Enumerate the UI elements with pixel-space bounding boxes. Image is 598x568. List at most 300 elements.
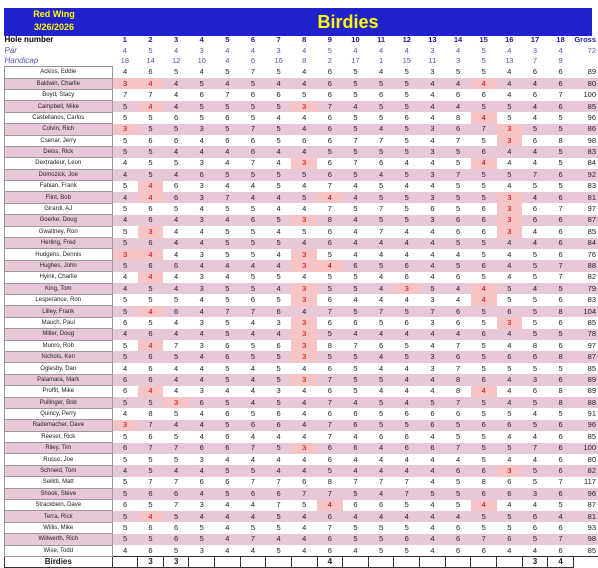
- score-cell: 5: [368, 112, 394, 123]
- score-cell: 4: [343, 181, 369, 192]
- gross-score: 80: [573, 454, 598, 465]
- handicap-cell: 5: [471, 56, 497, 67]
- score-cell: 7: [215, 89, 241, 100]
- score-cell: 4: [522, 78, 548, 89]
- player-row: [5, 386, 598, 397]
- score-cell: 4: [215, 272, 241, 283]
- score-cell: 4: [343, 192, 369, 203]
- gross-score: 87: [573, 215, 598, 226]
- score-cell: 5: [112, 226, 138, 237]
- score-cell: 6: [317, 511, 343, 522]
- score-cell: 4: [420, 89, 446, 100]
- player-name: Pullinger, Bob: [5, 397, 113, 408]
- gross-score: 86: [573, 124, 598, 135]
- score-cell: 4: [420, 374, 446, 385]
- score-cell: 5: [215, 249, 241, 260]
- score-cell: 4: [240, 181, 266, 192]
- score-cell: 4: [215, 215, 241, 226]
- score-cell: 5: [445, 158, 471, 169]
- score-cell: 7: [548, 534, 574, 545]
- score-cell: 6: [548, 169, 574, 180]
- score-cell: 6: [471, 488, 497, 499]
- score-cell: 5: [291, 226, 317, 237]
- birdie-score-cell: 3: [291, 260, 317, 271]
- gross-score: 89: [573, 67, 598, 78]
- gross-score: 117: [573, 477, 598, 488]
- hole-number-cell: 14: [445, 35, 471, 45]
- par-total: 72: [573, 45, 598, 55]
- score-cell: 7: [138, 443, 164, 454]
- score-cell: 5: [163, 454, 189, 465]
- score-cell: 6: [548, 420, 574, 431]
- hole-number-row: [5, 35, 598, 45]
- score-cell: 5: [317, 272, 343, 283]
- score-cell: 4: [291, 124, 317, 135]
- player-row: [5, 249, 598, 260]
- score-cell: 5: [343, 112, 369, 123]
- score-cell: 5: [368, 260, 394, 271]
- birdie-count-cell: [471, 556, 497, 567]
- score-cell: 4: [497, 386, 523, 397]
- score-cell: 6: [138, 238, 164, 249]
- score-cell: 5: [368, 408, 394, 419]
- birdie-score-cell: 4: [138, 340, 164, 351]
- par-cell: 5: [317, 45, 343, 55]
- gross-score: 92: [573, 169, 598, 180]
- score-cell: 6: [522, 386, 548, 397]
- score-cell: 4: [266, 431, 292, 442]
- birdie-score-cell: 4: [317, 192, 343, 203]
- score-cell: 4: [291, 203, 317, 214]
- score-cell: 7: [394, 488, 420, 499]
- score-cell: 5: [368, 317, 394, 328]
- score-cell: 4: [368, 329, 394, 340]
- player-name: Schneid, Tom: [5, 465, 113, 476]
- score-cell: 4: [189, 203, 215, 214]
- birdie-count-cell: [240, 556, 266, 567]
- score-cell: 6: [317, 534, 343, 545]
- score-cell: 5: [445, 238, 471, 249]
- score-cell: 4: [189, 135, 215, 146]
- score-cell: 8: [548, 386, 574, 397]
- score-cell: 3: [420, 192, 446, 203]
- score-cell: 6: [240, 89, 266, 100]
- handicap-cell: 1: [368, 56, 394, 67]
- score-cell: 4: [497, 340, 523, 351]
- score-cell: 5: [112, 522, 138, 533]
- score-cell: 3: [189, 124, 215, 135]
- score-cell: 6: [266, 306, 292, 317]
- score-cell: 4: [215, 260, 241, 271]
- score-cell: 4: [343, 215, 369, 226]
- gross-score: 98: [573, 534, 598, 545]
- hole-number-cell: 7: [266, 35, 292, 45]
- score-cell: 4: [368, 465, 394, 476]
- score-cell: 5: [394, 101, 420, 112]
- score-cell: 5: [266, 522, 292, 533]
- score-cell: 6: [368, 500, 394, 511]
- score-cell: 7: [266, 500, 292, 511]
- score-cell: 5: [189, 78, 215, 89]
- score-cell: 6: [163, 488, 189, 499]
- handicap-cell: 11: [420, 56, 446, 67]
- score-cell: 6: [471, 226, 497, 237]
- gross-score: 89: [573, 374, 598, 385]
- score-cell: 7: [317, 431, 343, 442]
- score-cell: 6: [548, 78, 574, 89]
- score-cell: 6: [317, 89, 343, 100]
- score-cell: 7: [445, 397, 471, 408]
- score-cell: 3: [420, 363, 446, 374]
- score-cell: 5: [215, 363, 241, 374]
- score-cell: 6: [548, 249, 574, 260]
- score-cell: 6: [548, 192, 574, 203]
- score-cell: 4: [368, 272, 394, 283]
- score-cell: 6: [548, 374, 574, 385]
- player-row: [5, 454, 598, 465]
- score-cell: 5: [112, 306, 138, 317]
- score-cell: 7: [445, 340, 471, 351]
- score-cell: 4: [189, 294, 215, 305]
- score-cell: 6: [317, 294, 343, 305]
- score-cell: 5: [112, 511, 138, 522]
- birdie-count-cell: 3: [138, 556, 164, 567]
- player-name: Mauch, Paul: [5, 317, 113, 328]
- gross-score: 88: [573, 397, 598, 408]
- handicap-cell: 2: [317, 56, 343, 67]
- score-cell: 4: [522, 431, 548, 442]
- event-banner: [4, 8, 104, 36]
- score-cell: 5: [548, 408, 574, 419]
- score-cell: 4: [343, 431, 369, 442]
- handicap-cell: 8: [291, 56, 317, 67]
- gross-score: 84: [573, 158, 598, 169]
- score-cell: 5: [522, 260, 548, 271]
- score-cell: 5: [163, 408, 189, 419]
- player-name: Wise, Todd: [5, 545, 113, 556]
- birdie-score-cell: 4: [471, 386, 497, 397]
- score-cell: 4: [420, 181, 446, 192]
- score-cell: 5: [163, 545, 189, 556]
- score-cell: 6: [522, 511, 548, 522]
- score-cell: 5: [471, 317, 497, 328]
- score-cell: 5: [343, 374, 369, 385]
- score-cell: 8: [317, 340, 343, 351]
- gross-score: 85: [573, 317, 598, 328]
- birdie-count-cell: [112, 556, 138, 567]
- birdie-count-cell: 3: [522, 556, 548, 567]
- score-cell: 5: [343, 203, 369, 214]
- birdie-count-cell: [291, 556, 317, 567]
- score-cell: 6: [138, 135, 164, 146]
- score-cell: 6: [394, 272, 420, 283]
- score-cell: 4: [112, 272, 138, 283]
- score-cell: 4: [240, 317, 266, 328]
- score-cell: 5: [189, 522, 215, 533]
- score-cell: 5: [394, 67, 420, 78]
- score-cell: 5: [343, 89, 369, 100]
- score-cell: 5: [112, 101, 138, 112]
- player-row: [5, 67, 598, 78]
- score-cell: 6: [548, 488, 574, 499]
- gross-score: 97: [573, 340, 598, 351]
- score-cell: 8: [317, 477, 343, 488]
- score-cell: 6: [215, 112, 241, 123]
- birdie-score-cell: 4: [138, 181, 164, 192]
- birdie-score-cell: 3: [497, 317, 523, 328]
- player-row: [5, 431, 598, 442]
- score-cell: 5: [112, 351, 138, 362]
- score-cell: 5: [215, 294, 241, 305]
- score-cell: 4: [445, 329, 471, 340]
- handicap-cell: 13: [497, 56, 523, 67]
- score-cell: 4: [266, 329, 292, 340]
- player-name: Willis, Mike: [5, 522, 113, 533]
- score-cell: 7: [343, 135, 369, 146]
- par-label: Par: [5, 45, 113, 55]
- score-cell: 5: [497, 294, 523, 305]
- score-cell: 4: [368, 488, 394, 499]
- player-name: Willwerth, Rich: [5, 534, 113, 545]
- score-cell: 8: [138, 408, 164, 419]
- score-cell: 7: [163, 500, 189, 511]
- score-cell: 4: [522, 545, 548, 556]
- score-cell: 5: [368, 397, 394, 408]
- score-cell: 5: [548, 124, 574, 135]
- par-cell: 3: [266, 45, 292, 55]
- score-cell: 4: [112, 67, 138, 78]
- player-name: Oglesby, Dan: [5, 363, 113, 374]
- gross-score: 76: [573, 249, 598, 260]
- score-cell: 3: [189, 283, 215, 294]
- score-cell: 5: [317, 351, 343, 362]
- birdie-score-cell: 4: [138, 192, 164, 203]
- player-name: Munro, Rob: [5, 340, 113, 351]
- hole-number-cell: 6: [240, 35, 266, 45]
- score-cell: 5: [266, 363, 292, 374]
- player-row: [5, 169, 598, 180]
- score-cell: 5: [368, 215, 394, 226]
- score-cell: 6: [445, 226, 471, 237]
- score-cell: 4: [112, 169, 138, 180]
- score-cell: 4: [163, 169, 189, 180]
- score-cell: 4: [266, 249, 292, 260]
- score-cell: 6: [317, 363, 343, 374]
- score-cell: 4: [394, 158, 420, 169]
- score-cell: 7: [548, 89, 574, 100]
- score-cell: 6: [189, 477, 215, 488]
- player-name: Flint, Bob: [5, 192, 113, 203]
- score-cell: 4: [291, 363, 317, 374]
- score-cell: 7: [445, 169, 471, 180]
- score-cell: 4: [420, 135, 446, 146]
- score-cell: 6: [138, 522, 164, 533]
- score-cell: 5: [343, 67, 369, 78]
- score-cell: 4: [112, 329, 138, 340]
- score-cell: 3: [189, 386, 215, 397]
- par-cell: 4: [497, 45, 523, 55]
- score-cell: 4: [291, 454, 317, 465]
- score-cell: 5: [471, 67, 497, 78]
- score-cell: 4: [445, 511, 471, 522]
- score-cell: 5: [240, 340, 266, 351]
- gross-score: 82: [573, 272, 598, 283]
- score-cell: 3: [189, 340, 215, 351]
- score-cell: 7: [317, 181, 343, 192]
- score-cell: 4: [291, 238, 317, 249]
- score-cell: 4: [420, 454, 446, 465]
- gross-score: 88: [573, 260, 598, 271]
- handicap-cell: 4: [215, 56, 241, 67]
- player-name: Terra, Rick: [5, 511, 113, 522]
- score-cell: 5: [138, 294, 164, 305]
- score-cell: 5: [497, 408, 523, 419]
- score-cell: 6: [163, 522, 189, 533]
- score-cell: 6: [548, 454, 574, 465]
- score-cell: 5: [240, 522, 266, 533]
- score-cell: 5: [266, 511, 292, 522]
- score-cell: 4: [394, 386, 420, 397]
- score-cell: 5: [317, 465, 343, 476]
- birdie-count-cell: [343, 556, 369, 567]
- score-cell: 5: [394, 89, 420, 100]
- score-cell: 4: [445, 294, 471, 305]
- score-cell: 6: [215, 443, 241, 454]
- player-row: [5, 238, 598, 249]
- score-cell: 5: [471, 181, 497, 192]
- score-cell: 5: [471, 169, 497, 180]
- score-cell: 3: [189, 215, 215, 226]
- score-cell: 6: [163, 112, 189, 123]
- score-cell: 5: [112, 488, 138, 499]
- birdies-label: Birdies: [5, 556, 113, 567]
- score-cell: 6: [420, 203, 446, 214]
- score-cell: 4: [394, 511, 420, 522]
- score-cell: 7: [291, 488, 317, 499]
- score-cell: 4: [497, 397, 523, 408]
- score-cell: 5: [215, 124, 241, 135]
- handicap-cell: 16: [266, 56, 292, 67]
- score-cell: 8: [548, 397, 574, 408]
- score-cell: 5: [522, 181, 548, 192]
- handicap-label: Handicap: [5, 56, 113, 67]
- score-cell: 6: [548, 443, 574, 454]
- score-cell: 5: [163, 511, 189, 522]
- score-cell: 5: [471, 454, 497, 465]
- birdie-count-cell: [215, 556, 241, 567]
- score-cell: 6: [343, 260, 369, 271]
- score-cell: 8: [445, 386, 471, 397]
- hole-number-cell: 4: [189, 35, 215, 45]
- score-cell: 4: [291, 522, 317, 533]
- score-cell: 4: [189, 146, 215, 157]
- gross-score: 80: [573, 78, 598, 89]
- score-cell: 7: [240, 534, 266, 545]
- score-cell: 4: [522, 500, 548, 511]
- score-cell: 5: [291, 500, 317, 511]
- hole-number-cell: 16: [497, 35, 523, 45]
- score-cell: 7: [368, 203, 394, 214]
- score-cell: 5: [343, 169, 369, 180]
- birdie-score-cell: 3: [291, 294, 317, 305]
- score-cell: 5: [215, 238, 241, 249]
- score-cell: 5: [266, 351, 292, 362]
- birdie-score-cell: 3: [291, 249, 317, 260]
- score-cell: 4: [215, 181, 241, 192]
- score-cell: 6: [522, 351, 548, 362]
- player-name: King, Tom: [5, 283, 113, 294]
- score-cell: 5: [343, 306, 369, 317]
- score-cell: 4: [420, 431, 446, 442]
- birdie-score-cell: 3: [291, 351, 317, 362]
- score-cell: 5: [445, 146, 471, 157]
- player-row: [5, 534, 598, 545]
- score-cell: 5: [548, 112, 574, 123]
- birdie-score-cell: 4: [471, 500, 497, 511]
- player-row: [5, 522, 598, 533]
- gross-score: 97: [573, 203, 598, 214]
- par-cell: 3: [420, 45, 446, 55]
- par-cell: 4: [112, 45, 138, 55]
- score-cell: 4: [497, 431, 523, 442]
- score-cell: 5: [266, 374, 292, 385]
- score-cell: 6: [240, 215, 266, 226]
- score-cell: 5: [138, 397, 164, 408]
- score-cell: 5: [112, 294, 138, 305]
- score-cell: 5: [163, 351, 189, 362]
- score-cell: 4: [291, 408, 317, 419]
- score-cell: 5: [112, 397, 138, 408]
- score-cell: 5: [343, 78, 369, 89]
- score-cell: 6: [317, 408, 343, 419]
- player-row: [5, 89, 598, 100]
- score-cell: 7: [368, 477, 394, 488]
- score-cell: 6: [112, 443, 138, 454]
- birdie-count-cell: [394, 556, 420, 567]
- score-cell: 6: [445, 465, 471, 476]
- score-cell: 6: [317, 67, 343, 78]
- score-cell: 4: [445, 454, 471, 465]
- score-cell: 6: [471, 260, 497, 271]
- score-cell: 3: [266, 386, 292, 397]
- score-cell: 4: [215, 545, 241, 556]
- birdie-score-cell: 3: [163, 397, 189, 408]
- score-cell: 3: [420, 169, 446, 180]
- player-name: Csenar, Jerry: [5, 135, 113, 146]
- score-cell: 5: [189, 112, 215, 123]
- score-cell: 6: [163, 306, 189, 317]
- score-cell: 6: [317, 454, 343, 465]
- birdie-count-cell: [497, 556, 523, 567]
- gross-score: 96: [573, 112, 598, 123]
- score-cell: 6: [471, 420, 497, 431]
- score-cell: 4: [522, 408, 548, 419]
- score-cell: 4: [163, 420, 189, 431]
- score-cell: 5: [471, 511, 497, 522]
- score-cell: 4: [240, 329, 266, 340]
- score-cell: 4: [291, 112, 317, 123]
- player-name: Sellitti, Matt: [5, 477, 113, 488]
- score-cell: 5: [215, 420, 241, 431]
- score-cell: 5: [240, 101, 266, 112]
- birdie-score-cell: 4: [138, 78, 164, 89]
- score-cell: 4: [266, 158, 292, 169]
- score-cell: 5: [497, 511, 523, 522]
- score-cell: 6: [497, 420, 523, 431]
- score-cell: 7: [317, 101, 343, 112]
- score-cell: 5: [497, 443, 523, 454]
- score-cell: 6: [445, 408, 471, 419]
